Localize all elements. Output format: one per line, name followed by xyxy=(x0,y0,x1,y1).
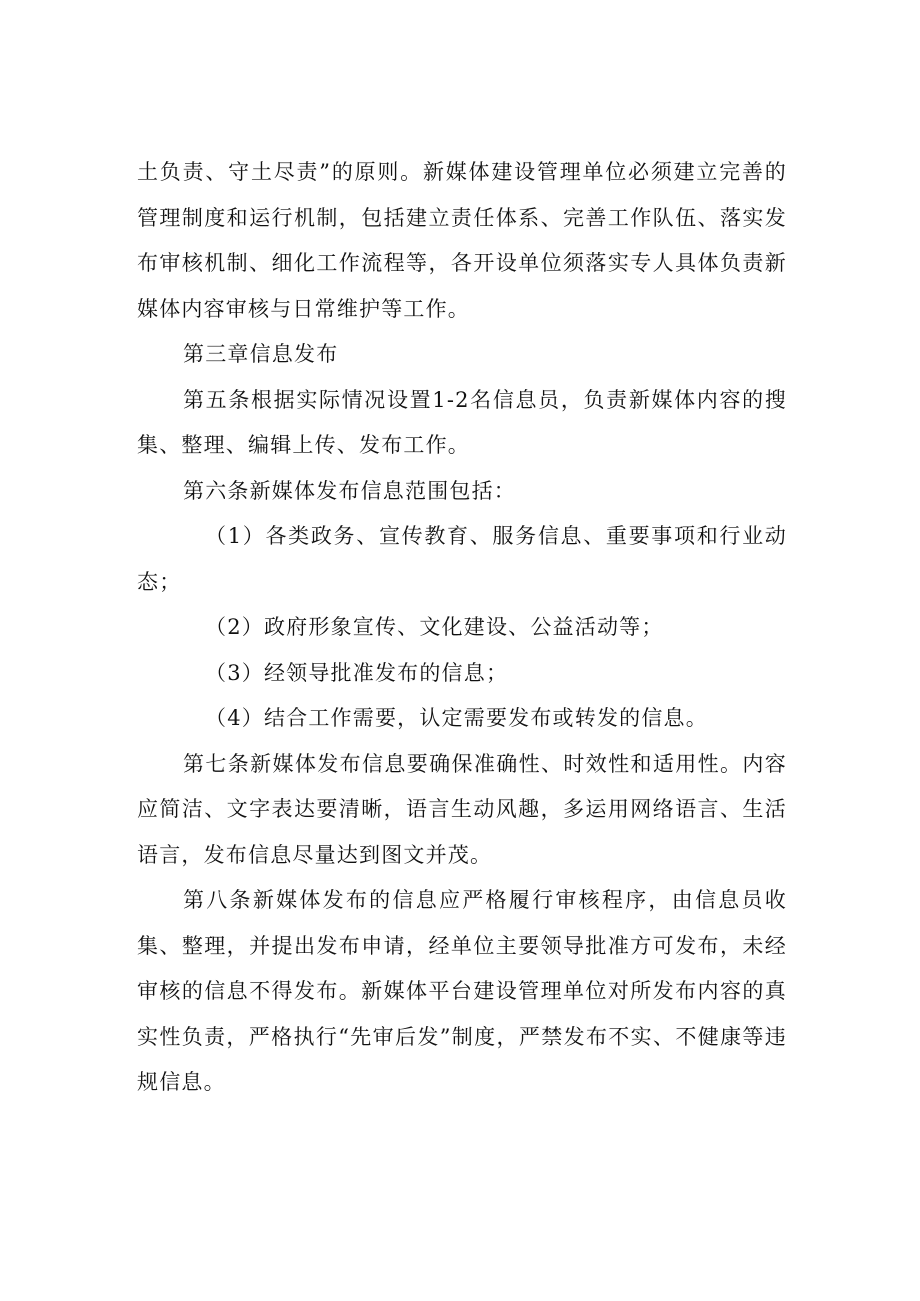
article-7: 第七条新媒体发布信息要确保准确性、时效性和适用性。内容应简洁、文字表达要清晰，语言生动风趣，多运用网络语言、生活语言，发布信息尽量达到图文并茂。 xyxy=(137,751,787,867)
document-body xyxy=(137,150,787,1106)
chapter-heading-information-release: 第三章信息发布 xyxy=(183,342,339,366)
article-8: 第八条新媒体发布的信息应严格履行审核程序，由信息员收集、整理，并提出发布申请，经单位主要领导批准方可发布，未经审核的信息不得发布。新媒体平台建设管理单位对所发布内容的真实性负责，严格执行“先审后发”制度，严禁发布不实、不健康等违规信息。 xyxy=(137,888,787,1094)
list-item-3: （3）经领导批准发布的信息； xyxy=(205,660,509,685)
list-item-2: （2）政府形象宣传、文化建设、公益活动等； xyxy=(205,615,664,639)
article-6: 第六条新媒体发布信息范围包括： xyxy=(183,478,516,503)
article-5: 第五条根据实际情况设置1-2名信息员，负责新媒体内容的搜集、整理、编辑上传、发布工作。 xyxy=(137,387,787,457)
list-item-1: （1）各类政务、宣传教育、服务信息、重要事项和行业动态； xyxy=(137,524,787,594)
paragraph-principle: 土负责、守土尽责”的原则。新媒体建设管理单位必须建立完善的管理制度和运行机制，包括建立责任体系、完善工作队伍、落实发布审核机制、细化工作流程等，各开设单位须落实专人具体负责新媒体内容审核与日常维护等工作。 xyxy=(137,160,787,321)
list-item-4: （4）结合工作需要，认定需要发布或转发的信息。 xyxy=(205,706,708,730)
